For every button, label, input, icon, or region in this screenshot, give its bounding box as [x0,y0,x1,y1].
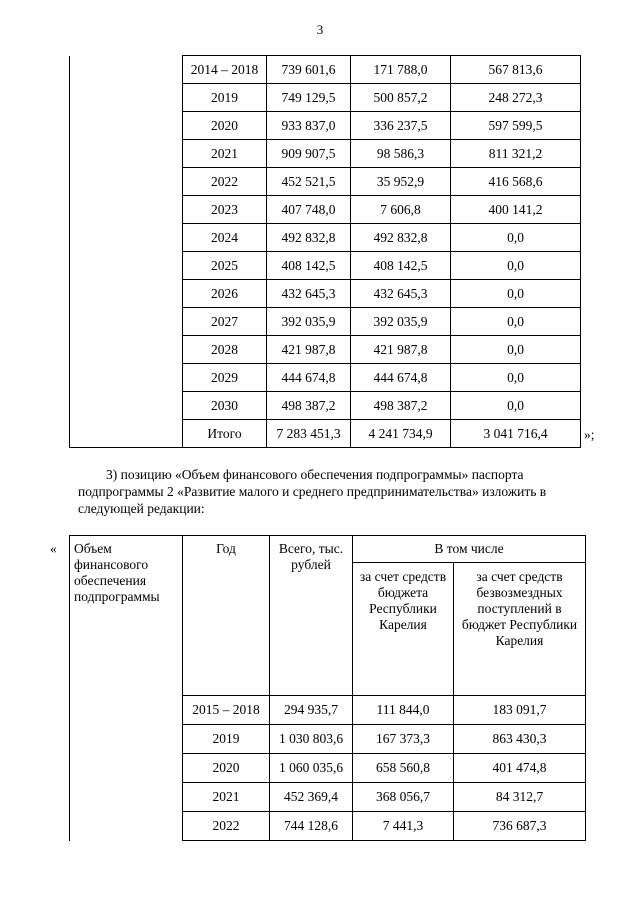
year-cell: 2019 [183,725,270,754]
total-cell: 294 935,7 [270,696,353,725]
page-number: 3 [316,22,324,37]
budget-cell: 392 035,9 [351,308,451,336]
year-cell: 2022 [183,812,270,841]
gratuitous-cell: 183 091,7 [454,696,586,725]
amendment-paragraph [78,466,586,517]
other-cell: 0,0 [451,364,581,392]
financing-table-subprogram-2 [69,535,586,841]
gratuitous-cell: 84 312,7 [454,783,586,812]
budget-cell: 444 674,8 [351,364,451,392]
budget-cell: 7 606,8 [351,196,451,224]
budget-cell: 111 844,0 [353,696,454,725]
year-cell: 2030 [183,392,267,420]
budget-cell: 7 441,3 [353,812,454,841]
paragraph-line-2: подпрограммы 2 «Развитие малого и среднего предпринимательства» изложить в [78,484,547,499]
header-republic-budget: за счет средств бюджета Республики Карелия [353,563,454,696]
gratuitous-cell: 863 430,3 [454,725,586,754]
paragraph-line-1: 3) позицию «Объем финансового обеспечения подпрограммы» паспорта [106,467,524,482]
subprogram-financing-label: Объем финансового обеспечения подпрограммы [70,536,183,841]
total-cell: 392 035,9 [267,308,351,336]
other-cell: 597 599,5 [451,112,581,140]
other-cell: 0,0 [451,392,581,420]
year-cell: 2021 [183,140,267,168]
year-cell: 2025 [183,252,267,280]
year-cell: 2029 [183,364,267,392]
year-cell: 2026 [183,280,267,308]
budget-cell: 432 645,3 [351,280,451,308]
budget-cell: 408 142,5 [351,252,451,280]
total-cell: 7 283 451,3 [267,420,351,448]
year-cell: 2015 – 2018 [183,696,270,725]
header-gratuitous-receipts: за счет средств безвозмездных поступлений в бюджет Республики Карелия [454,563,586,696]
total-cell: 452 369,4 [270,783,353,812]
other-cell: 811 321,2 [451,140,581,168]
year-cell: 2028 [183,336,267,364]
total-cell: 749 129,5 [267,84,351,112]
year-cell: Итого [183,420,267,448]
budget-cell: 658 560,8 [353,754,454,783]
other-cell: 416 568,6 [451,168,581,196]
total-cell: 739 601,6 [267,56,351,84]
other-cell: 248 272,3 [451,84,581,112]
header-including: В том числе [353,536,586,563]
budget-cell: 500 857,2 [351,84,451,112]
total-cell: 933 837,0 [267,112,351,140]
other-cell: 0,0 [451,252,581,280]
total-cell: 1 030 803,6 [270,725,353,754]
total-cell: 1 060 035,6 [270,754,353,783]
budget-cell: 492 832,8 [351,224,451,252]
header-total: Всего, тыс. рублей [270,536,353,696]
total-cell: 432 645,3 [267,280,351,308]
header-year: Год [183,536,270,696]
gratuitous-cell: 401 474,8 [454,754,586,783]
year-cell: 2020 [183,112,267,140]
other-cell: 0,0 [451,224,581,252]
year-cell: 2023 [183,196,267,224]
other-cell: 567 813,6 [451,56,581,84]
year-cell: 2027 [183,308,267,336]
other-cell: 0,0 [451,280,581,308]
budget-cell: 98 586,3 [351,140,451,168]
budget-cell: 171 788,0 [351,56,451,84]
gratuitous-cell: 736 687,3 [454,812,586,841]
year-cell: 2020 [183,754,270,783]
total-cell: 452 521,5 [267,168,351,196]
budget-cell: 421 987,8 [351,336,451,364]
budget-cell: 35 952,9 [351,168,451,196]
table-row [70,56,581,84]
opening-quote: « [50,541,57,556]
other-cell: 3 041 716,4 [451,420,581,448]
total-cell: 909 907,5 [267,140,351,168]
other-cell: 0,0 [451,308,581,336]
total-cell: 498 387,2 [267,392,351,420]
total-cell: 744 128,6 [270,812,353,841]
year-cell: 2014 – 2018 [183,56,267,84]
year-cell: 2021 [183,783,270,812]
total-cell: 421 987,8 [267,336,351,364]
budget-cell: 368 056,7 [353,783,454,812]
budget-cell: 336 237,5 [351,112,451,140]
total-cell: 492 832,8 [267,224,351,252]
other-cell: 400 141,2 [451,196,581,224]
label-cell-empty [70,56,183,448]
year-cell: 2019 [183,84,267,112]
financing-table-subprogram-1 [69,55,581,448]
total-cell: 407 748,0 [267,196,351,224]
budget-cell: 498 387,2 [351,392,451,420]
total-cell: 444 674,8 [267,364,351,392]
other-cell: 0,0 [451,336,581,364]
year-cell: 2022 [183,168,267,196]
total-cell: 408 142,5 [267,252,351,280]
year-cell: 2024 [183,224,267,252]
budget-cell: 4 241 734,9 [351,420,451,448]
paragraph-line-3: следующей редакции: [78,501,205,516]
closing-quote: »; [584,427,595,442]
budget-cell: 167 373,3 [353,725,454,754]
